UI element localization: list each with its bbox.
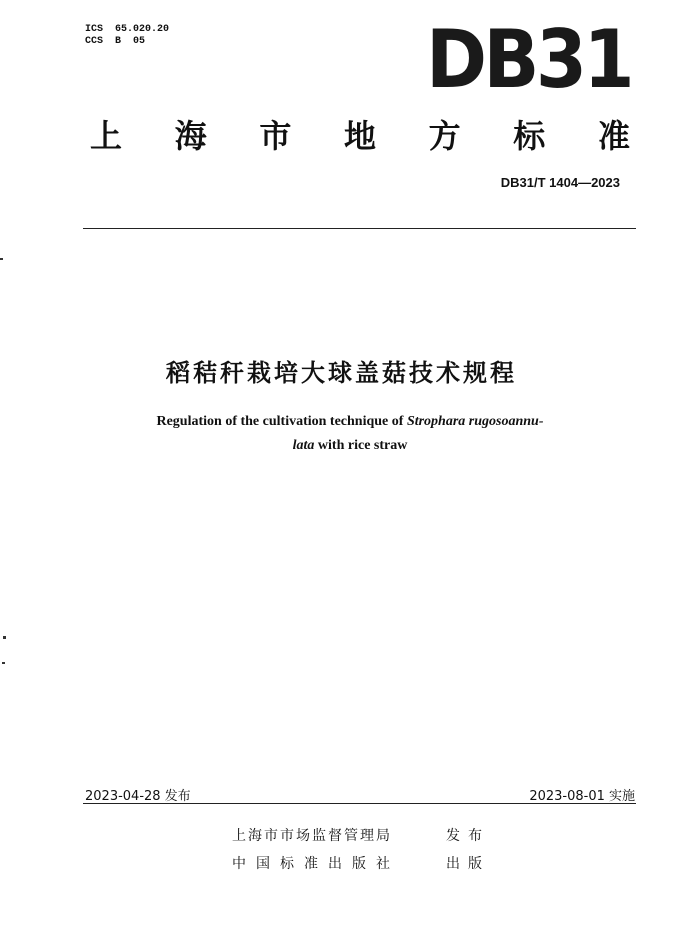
title-char: 方 (428, 117, 461, 155)
english-title-part1: Regulation of the cultivation technique of (156, 414, 407, 429)
db31-logo: DB31 (426, 13, 631, 106)
ccs-code: CCS B 05 (85, 36, 146, 47)
issuer-row (232, 850, 490, 878)
issuer-role: 出版 (446, 856, 490, 872)
publish-date: 2023-04-28 发布 (85, 789, 191, 804)
issuer-row (232, 822, 490, 850)
issuers-block (232, 822, 490, 878)
english-title-species-1: Strophara rugosoannu- (406, 414, 544, 429)
footer-divider (83, 803, 636, 804)
english-title-part2: with rice straw (314, 438, 408, 453)
standard-category-title (90, 118, 630, 154)
header-divider (83, 228, 636, 229)
english-title (120, 410, 580, 458)
scan-mark (3, 636, 6, 639)
issuer-name: 上海市市场监督管理局 (232, 828, 392, 844)
title-char: 市 (259, 117, 292, 155)
title-char: 上 (90, 117, 123, 155)
title-char: 海 (174, 117, 207, 155)
classification-codes (85, 24, 169, 48)
scan-mark (2, 662, 5, 664)
implement-date: 2023-08-01 实施 (529, 789, 635, 804)
title-char: 标 (513, 117, 546, 155)
ics-code: ICS 65.020.20 (85, 24, 170, 35)
title-char: 地 (343, 117, 376, 155)
standard-number: DB31/T 1404—2023 (500, 175, 620, 190)
english-title-species-2: lata (292, 438, 315, 453)
issuer-name: 中国标准出版社 (232, 856, 400, 872)
scan-mark (0, 258, 3, 260)
issuer-role: 发布 (446, 828, 490, 844)
title-char: 准 (597, 117, 630, 155)
chinese-title: 稻秸秆栽培大球盖菇技术规程 (166, 359, 517, 387)
